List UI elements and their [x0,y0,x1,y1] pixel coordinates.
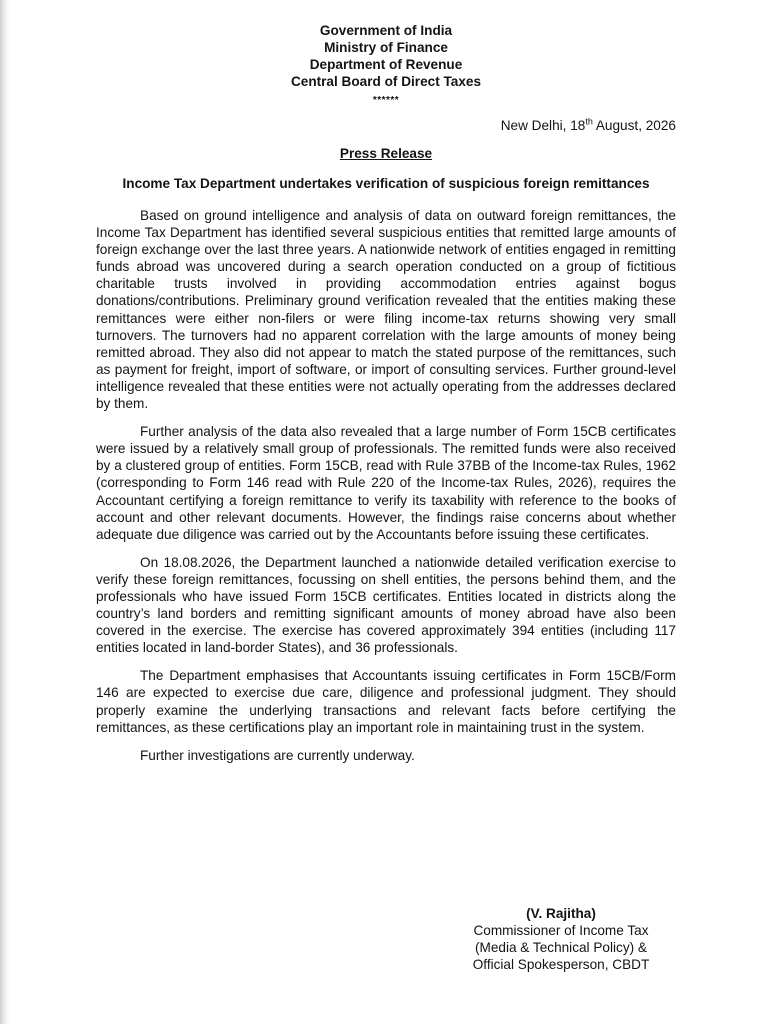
signatory-name: (V. Rajitha) [526,906,596,921]
body-paragraph-4: The Department emphasises that Accountants issuing certificates in Form 15CB/Form 146 are expected to exercise due care, diligence and professional judgment. They should properly examine the underlying transactions and relevant facts before certifying the remittances, as these certifications play an important role in maintaining trust in the system. [96,668,676,735]
signatory-title: Commissioner of Income Tax [473,923,649,938]
press-release-heading: Press Release [339,146,433,161]
letterhead-board: Central Board of Direct Taxes [290,74,482,89]
letterhead-department: Department of Revenue [309,57,463,72]
dateline-place: New Delhi, 18 [500,118,586,133]
header-separator: ****** [372,95,400,106]
letterhead [0,22,772,90]
dateline-rest: August, 2026 [592,118,676,133]
signature-block [446,905,676,973]
release-title: Income Tax Department undertakes verification of suspicious foreign remittances [122,176,650,191]
body-paragraph-5: Further investigations are currently underway. [140,747,415,763]
signatory-designation: (Media & Technical Policy) & [474,940,647,955]
dateline-ordinal: th [585,116,593,127]
letterhead-ministry: Ministry of Finance [324,40,448,55]
release-body [96,207,676,775]
body-paragraph-3: On 18.08.2026, the Department launched a nationwide detailed verification exercise to verify these foreign remittances, focussing on shell entities, the persons behind them, and the professionals who have issued Form 15CB certificates. Entities located in districts along the country’s land borders and remitting significant amounts of money abroad have also been covered in the exercise. The exercise has covered approximately 394 entities (including 117 entities located in land-border States), and 36 professionals. [96,554,676,656]
letterhead-government: Government of India [319,23,453,38]
dateline [501,117,676,134]
body-paragraph-1: Based on ground intelligence and analysis of data on outward foreign remittances, the Income Tax Department has identified several suspicious entities that remitted large amounts of foreign exchange over the last three years. A nationwide network of entities engaged in remitting funds abroad was uncovered during a search operation conducted on a group of fictitious charitable trusts involved in providing accommodation entries against bogus donations/contributions. Preliminary ground verification revealed that the entities making these remittances were either non-filers or were filing income-tax returns showing very small turnovers. The turnovers had no apparent correlation with the large amounts of money being remitted abroad. They also did not appear to match the stated purpose of the remittances, such as payment for freight, import of software, or import of consulting services. Further ground-level intelligence revealed that these entities were not actually operating from the addresses declared by them. [96,208,676,412]
signatory-role: Official Spokesperson, CBDT [472,957,650,972]
body-paragraph-2: Further analysis of the data also revealed that a large number of Form 15CB certificates were issued by a relatively small group of professionals. The remitted funds were also received by a clustered group of entities. Form 15CB, read with Rule 37BB of the Income-tax Rules, 1962 (corresponding to Form 146 read with Rule 220 of the Income-tax Rules, 2026), requires the Accountant certifying a foreign remittance to verify its taxability with reference to the books of account and other relevant documents. However, the findings raise concerns about whether adequate due diligence was carried out by the Accountants before issuing these certificates. [96,424,676,542]
